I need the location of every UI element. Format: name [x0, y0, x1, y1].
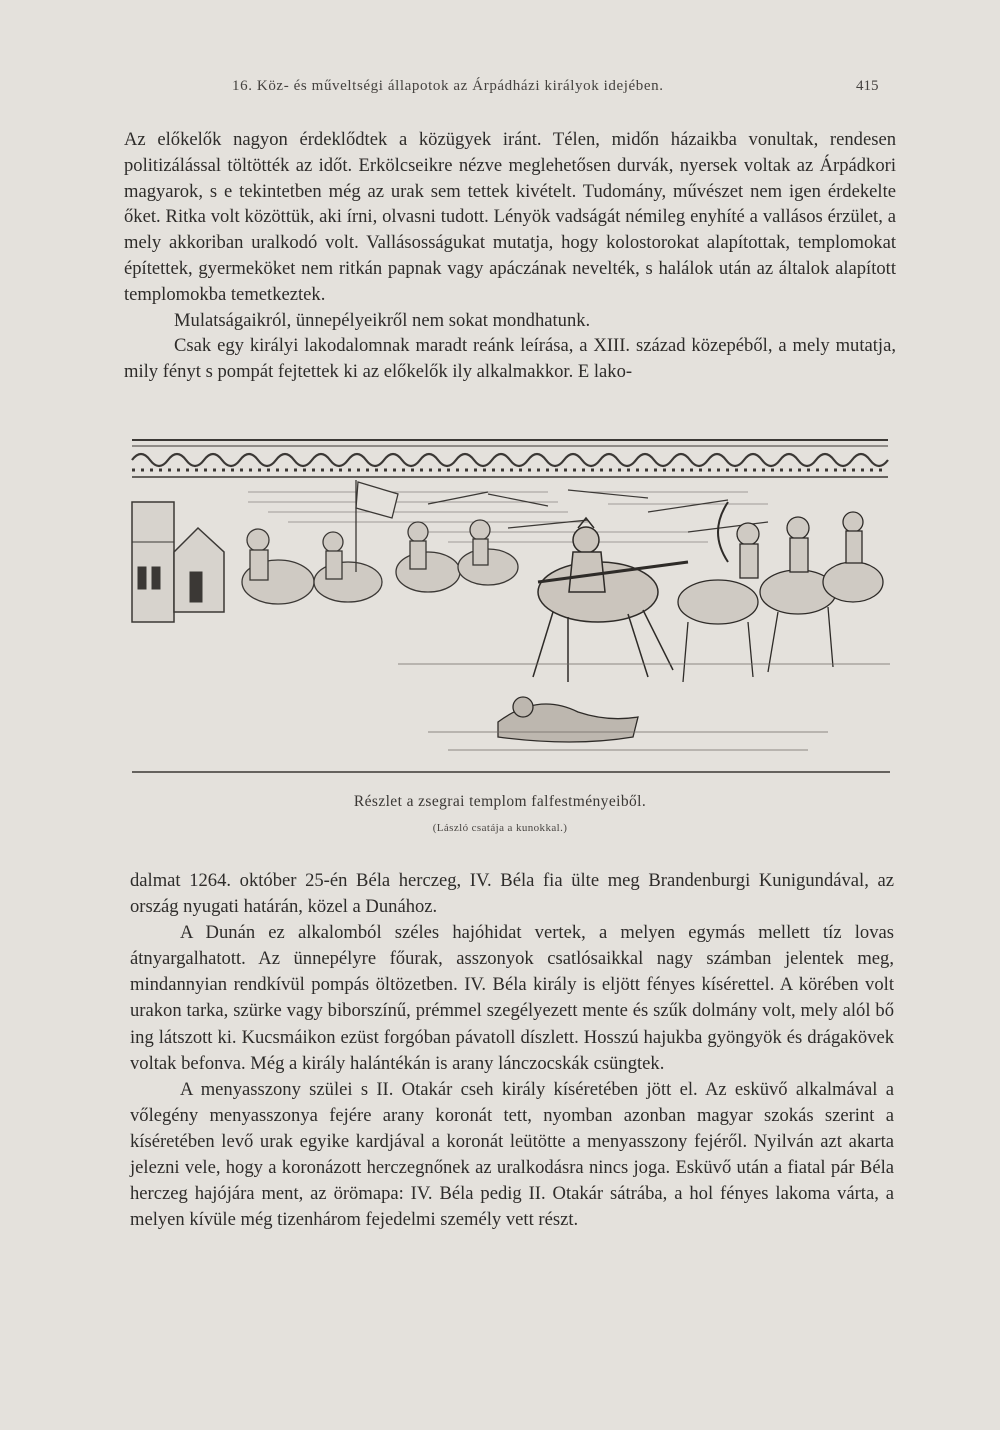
paragraph: Csak egy királyi lakodalomnak maradt reánk leírása, a XIII. század közepéből, a mely mutatja, mily fényt s pompát fejtettek ki az előkelők ily alkalmakkor. E lako- — [124, 335, 896, 383]
paragraph: A Dunán ez alkalomból széles hajóhidat vertek, a melyen egymás mellett tíz lovas átnyargalhatott. Az ünnepélyre főurak, asszonyok csatlósaikkal nagy számban jelentek meg, mindannyian rendkívül pompás öltözetben. IV. Béla király is eljött fényes kísérettel. A körében volt urakon tarka, szürke vagy biborszínű, prémmel szegélyezett mente és szűk dolmány volt, mely alól bő ing látszott ki. Kucsmáikon ezüst forgóban pávatoll díszlett. Hosszú hajukba gyöngyök és drágakövek voltak befonva. Még a király halántékán is arany lánczocskák csüngtek. — [130, 922, 894, 1074]
paragraph: Mulatságaikról, ünnepélyeikről nem sokat mondhatunk. — [174, 309, 591, 331]
hungarian-knights — [242, 480, 518, 604]
running-title: 16. Köz- és műveltségi állapotok az Árpádházi királyok idejében. — [232, 78, 664, 94]
paragraph: A menyasszony szülei s II. Otakár cseh király kíséretében jött el. Az esküvő alkalmával a vőlegény menyasszonya fejére arany koronát tett, nyomban azonban magyar szokás szerint a kíséretében levő urak egyike kardjával a koronát leütötte a menyasszony fejéről. Nyilván azt akarta jelezni vele, hogy a koronázott herczegnőnek az uralkodásra nincs joga. Esküvő után a fiatal pár Béla herczeg hajójára ment, az örömapa: IV. Béla pedig II. Otakár sátrába, a hol fényes lakoma várta, a melyen kívüle még tizenhárom fejedelmi személy vett részt. — [130, 1078, 894, 1231]
battle-scene-engraving — [128, 432, 890, 777]
ornamental-border — [132, 440, 888, 477]
body-text-bottom — [130, 868, 894, 1233]
fallen-warrior — [498, 697, 638, 742]
king-laszlo-figure — [533, 518, 688, 682]
fresco-illustration — [128, 432, 890, 777]
paragraph: Az előkelők nagyon érdeklődtek a közügyek iránt. Télen, midőn házaikba vonultak, rendesen politizálással töltötték az időt. Erkölcseikre nézve meglehetősen durvák, nyersek voltak az Árpádkori magyarok, s e tekintetben még az urak sem tettek kivételt. Tudomány, művészet nem igen érdekelte őket. Ritka volt közöttük, aki írni, olvasni tudott. Lényök vadságát némileg enyhíté a vallásos érzület, a mely akkoriban uralkodó volt. Vallásosságukat mutatja, hogy kolostorokat alapítottak, templomokat építettek, gyermeköket nem ritkán papnak vagy apáczának nevelték, s halálok után az általok alapított templomokba temetkeztek. — [124, 129, 896, 305]
paragraph: dalmat 1264. október 25-én Béla herczeg, IV. Béla fia ülte meg Brandenburgi Kunigundával, az ország nyugati határán, közel a Dunához. — [130, 870, 894, 918]
figure-caption: Részlet a zsegrai templom falfestményeiből. — [353, 793, 647, 810]
page-header — [0, 78, 1000, 100]
body-text-top — [124, 127, 896, 385]
figure-subcaption: (László csatája a kunokkal.) — [432, 822, 568, 834]
church-building — [132, 502, 224, 622]
page-number: 415 — [856, 78, 879, 94]
